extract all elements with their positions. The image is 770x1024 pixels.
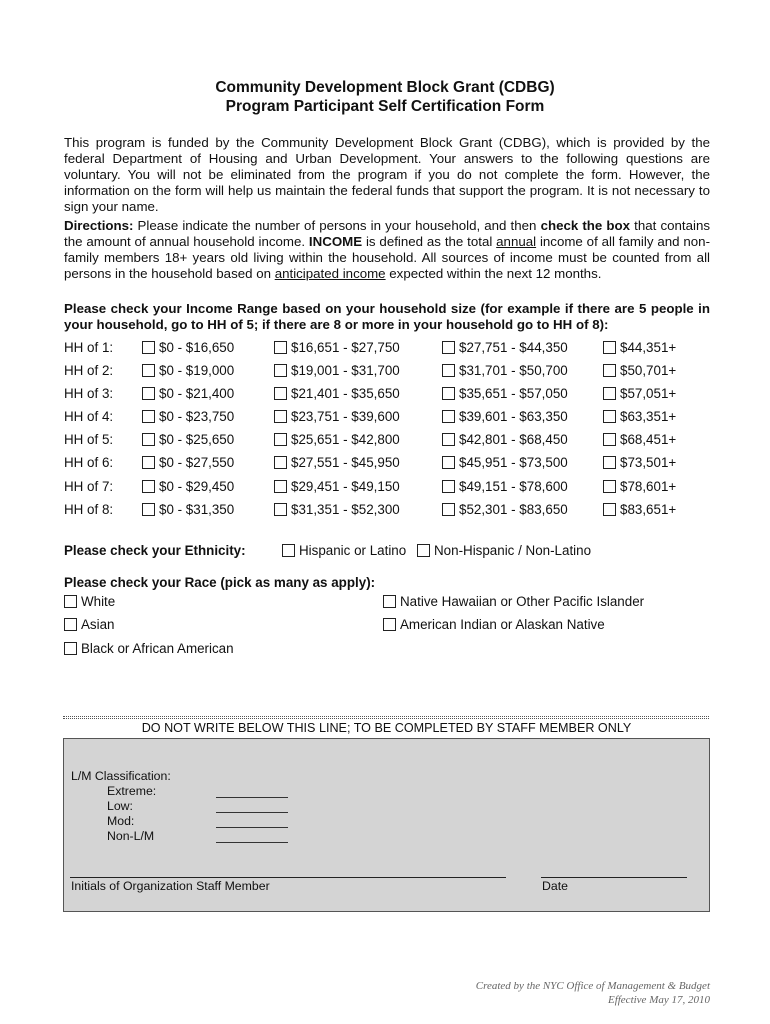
- income-row: [64, 340, 724, 358]
- income-range-label: $0 - $31,350: [159, 502, 235, 517]
- income-row: [64, 455, 724, 473]
- income-option[interactable]: [142, 455, 234, 470]
- staff-section: [63, 738, 710, 912]
- ethnicity-row: [64, 543, 724, 561]
- income-range-label: $0 - $16,650: [159, 340, 235, 355]
- income-option[interactable]: [274, 409, 400, 424]
- checkbox[interactable]: [603, 387, 616, 400]
- race-white-label: White: [81, 594, 116, 609]
- directions-underline-1: annual: [496, 234, 537, 249]
- income-row: [64, 386, 724, 404]
- income-range-label: $27,751 - $44,350: [459, 340, 568, 355]
- income-range-label: $16,651 - $27,750: [291, 340, 400, 355]
- directions-underline-2: anticipated income: [274, 266, 386, 281]
- race-american-indian-option[interactable]: [383, 617, 605, 632]
- checkbox[interactable]: [603, 503, 616, 516]
- income-range-label: $45,951 - $73,500: [459, 455, 568, 470]
- initials-label: Initials of Organization Staff Member: [71, 879, 270, 893]
- directions-label: Directions:: [64, 218, 134, 233]
- directions-text-5: expected within the next 12 months.: [385, 266, 602, 281]
- income-option[interactable]: [442, 455, 568, 470]
- income-option[interactable]: [603, 479, 676, 494]
- income-range-label: $19,001 - $31,700: [291, 363, 400, 378]
- income-option[interactable]: [142, 432, 234, 447]
- income-range-label: $0 - $29,450: [159, 479, 235, 494]
- income-option[interactable]: [442, 340, 568, 355]
- income-range-label: $39,601 - $63,350: [459, 409, 568, 424]
- income-option[interactable]: [274, 479, 400, 494]
- non-lm-label: Non-L/M: [107, 829, 155, 843]
- household-size-label: HH of 4:: [64, 409, 114, 424]
- ethnicity-hispanic-label: Hispanic or Latino: [299, 543, 407, 558]
- income-row: [64, 363, 724, 381]
- income-range-label: $25,651 - $42,800: [291, 432, 400, 447]
- income-option[interactable]: [142, 502, 234, 517]
- income-option[interactable]: [274, 502, 400, 517]
- income-range-label: $49,151 - $78,600: [459, 479, 568, 494]
- staff-notice: DO NOT WRITE BELOW THIS LINE; TO BE COMPLETED BY STAFF MEMBER ONLY: [141, 721, 632, 735]
- income-option[interactable]: [442, 409, 568, 424]
- race-american-indian-label: American Indian or Alaskan Native: [400, 617, 605, 632]
- checkbox[interactable]: [442, 341, 455, 354]
- checkbox[interactable]: [603, 480, 616, 493]
- checkbox[interactable]: [274, 341, 287, 354]
- ethnicity-label: Please check your Ethnicity:: [64, 543, 246, 558]
- income-option[interactable]: [274, 432, 400, 447]
- income-option[interactable]: [274, 340, 400, 355]
- income-option[interactable]: [442, 479, 568, 494]
- income-option[interactable]: [442, 363, 568, 378]
- income-range-label: $0 - $27,550: [159, 455, 235, 470]
- income-option[interactable]: [442, 502, 568, 517]
- income-option[interactable]: [603, 432, 676, 447]
- income-option[interactable]: [142, 340, 234, 355]
- income-range-label: $21,401 - $35,650: [291, 386, 400, 401]
- divider-line: [63, 718, 709, 719]
- intro-paragraph: This program is funded by the Community Development Block Grant (CDBG), which is provided by the federal Department of Housing and Urban Development. Your answers to the following questions are voluntary. You will not be eliminated from the program if you do not complete the form. However, the information on the form will help us maintain the federal funds that support the program. It is not necessary to sign your name.: [64, 135, 710, 214]
- ethnicity-non-hispanic-label: Non-Hispanic / Non-Latino: [434, 543, 592, 558]
- checkbox[interactable]: [603, 364, 616, 377]
- lm-classification-label: L/M Classification:: [71, 769, 171, 783]
- income-row: [64, 502, 724, 520]
- footer-effective-date: Effective May 17, 2010: [607, 994, 710, 1006]
- income-range-label: $27,551 - $45,950: [291, 455, 400, 470]
- household-size-label: HH of 5:: [64, 432, 114, 447]
- checkbox[interactable]: [64, 618, 77, 631]
- checkbox[interactable]: [603, 456, 616, 469]
- checkbox[interactable]: [442, 480, 455, 493]
- extreme-field[interactable]: [216, 797, 288, 798]
- income-option[interactable]: [603, 455, 676, 470]
- income-option[interactable]: [274, 455, 400, 470]
- checkbox[interactable]: [603, 410, 616, 423]
- checkbox[interactable]: [274, 410, 287, 423]
- household-size-label: HH of 2:: [64, 363, 114, 378]
- checkbox[interactable]: [603, 433, 616, 446]
- income-option[interactable]: [442, 432, 568, 447]
- income-option[interactable]: [274, 386, 400, 401]
- checkbox[interactable]: [282, 544, 295, 557]
- checkbox[interactable]: [274, 433, 287, 446]
- income-range-label: $78,601+: [620, 479, 677, 494]
- income-range-label: $23,751 - $39,600: [291, 409, 400, 424]
- income-range-label: $35,651 - $57,050: [459, 386, 568, 401]
- directions-text-4: income of all family and non-family members 18+ years old living within the household. All sources of income must be counted from all persons in the household based on: [64, 234, 711, 281]
- income-range-label: $50,701+: [620, 363, 677, 378]
- ethnicity-hispanic-option[interactable]: [282, 543, 406, 558]
- checkbox[interactable]: [142, 480, 155, 493]
- directions-bold-1: check the box: [540, 218, 631, 233]
- household-size-label: HH of 7:: [64, 479, 114, 494]
- income-range-label: $42,801 - $68,450: [459, 432, 568, 447]
- checkbox[interactable]: [274, 480, 287, 493]
- checkbox[interactable]: [383, 618, 396, 631]
- income-option[interactable]: [603, 502, 676, 517]
- checkbox[interactable]: [142, 433, 155, 446]
- non-lm-field[interactable]: [216, 842, 288, 843]
- directions-text-2: that contains the amount of annual household income.: [64, 218, 710, 249]
- initials-field[interactable]: [70, 877, 506, 878]
- checkbox[interactable]: [274, 387, 287, 400]
- income-option[interactable]: [603, 409, 676, 424]
- income-range-label: $0 - $21,400: [159, 386, 235, 401]
- income-range-label: $73,501+: [620, 455, 677, 470]
- race-asian-option[interactable]: [64, 617, 115, 632]
- income-range-label: $0 - $25,650: [159, 432, 235, 447]
- checkbox[interactable]: [142, 456, 155, 469]
- footer-credit: Created by the NYC Office of Management & Budget: [475, 980, 710, 992]
- income-row: [64, 432, 724, 450]
- income-range-label: $31,351 - $52,300: [291, 502, 400, 517]
- mod-field[interactable]: [216, 827, 288, 828]
- checkbox[interactable]: [442, 364, 455, 377]
- race-white-option[interactable]: [64, 594, 115, 609]
- race-label: Please check your Race (pick as many as apply):: [64, 575, 376, 590]
- date-label: Date: [542, 879, 568, 893]
- income-range-label: $0 - $23,750: [159, 409, 235, 424]
- checkbox[interactable]: [442, 433, 455, 446]
- income-range-label: $0 - $19,000: [159, 363, 235, 378]
- income-row: [64, 409, 724, 427]
- directions-paragraph: [64, 218, 710, 282]
- directions-text-3: is defined as the total: [362, 234, 497, 249]
- low-field[interactable]: [216, 812, 288, 813]
- form-title-line1: Community Development Block Grant (CDBG): [215, 79, 555, 96]
- checkbox[interactable]: [383, 595, 396, 608]
- checkbox[interactable]: [64, 642, 77, 655]
- income-range-label: $31,701 - $50,700: [459, 363, 568, 378]
- income-range-label: $68,451+: [620, 432, 677, 447]
- household-size-label: HH of 6:: [64, 455, 114, 470]
- income-row: [64, 479, 724, 497]
- ethnicity-non-hispanic-option[interactable]: [417, 543, 591, 558]
- income-option[interactable]: [142, 409, 234, 424]
- divider-line: [63, 716, 709, 717]
- income-range-label: $57,051+: [620, 386, 677, 401]
- income-option[interactable]: [274, 363, 400, 378]
- income-option[interactable]: [603, 363, 676, 378]
- income-option[interactable]: [142, 386, 234, 401]
- checkbox[interactable]: [142, 410, 155, 423]
- race-asian-label: Asian: [81, 617, 115, 632]
- income-range-label: $29,451 - $49,150: [291, 479, 400, 494]
- income-option[interactable]: [142, 479, 234, 494]
- checkbox[interactable]: [603, 341, 616, 354]
- income-option[interactable]: [142, 363, 234, 378]
- income-range-label: $52,301 - $83,650: [459, 502, 568, 517]
- directions-bold-2: INCOME: [308, 234, 363, 249]
- income-range-label: $63,351+: [620, 409, 677, 424]
- low-label: Low:: [107, 799, 133, 813]
- checkbox[interactable]: [142, 364, 155, 377]
- form-title-line2: Program Participant Self Certification Form: [225, 98, 545, 115]
- checkbox[interactable]: [142, 503, 155, 516]
- checkbox[interactable]: [274, 456, 287, 469]
- household-size-label: HH of 8:: [64, 502, 114, 517]
- race-black-option[interactable]: [64, 641, 234, 656]
- directions-text-1: Please indicate the number of persons in your household, and then: [133, 218, 541, 233]
- income-range-label: $44,351+: [620, 340, 677, 355]
- checkbox[interactable]: [442, 503, 455, 516]
- checkbox[interactable]: [442, 456, 455, 469]
- checkbox[interactable]: [417, 544, 430, 557]
- income-option[interactable]: [603, 340, 676, 355]
- checkbox[interactable]: [274, 503, 287, 516]
- household-size-label: HH of 1:: [64, 340, 114, 355]
- checkbox[interactable]: [274, 364, 287, 377]
- household-size-label: HH of 3:: [64, 386, 114, 401]
- checkbox[interactable]: [142, 387, 155, 400]
- race-hawaiian-label: Native Hawaiian or Other Pacific Islander: [400, 594, 645, 609]
- income-option[interactable]: [442, 386, 568, 401]
- checkbox[interactable]: [442, 410, 455, 423]
- checkbox[interactable]: [64, 595, 77, 608]
- extreme-label: Extreme:: [107, 784, 157, 798]
- race-black-label: Black or African American: [81, 641, 234, 656]
- date-field[interactable]: [541, 877, 687, 878]
- race-hawaiian-option[interactable]: [383, 594, 644, 609]
- checkbox[interactable]: [142, 341, 155, 354]
- income-option[interactable]: [603, 386, 676, 401]
- checkbox[interactable]: [442, 387, 455, 400]
- mod-label: Mod:: [107, 814, 135, 828]
- income-instruction: Please check your Income Range based on your household size (for example if there are 5 people in your household, go to HH of 5; if there are 8 or more in your household go to HH of 8):: [64, 301, 710, 332]
- income-range-label: $83,651+: [620, 502, 677, 517]
